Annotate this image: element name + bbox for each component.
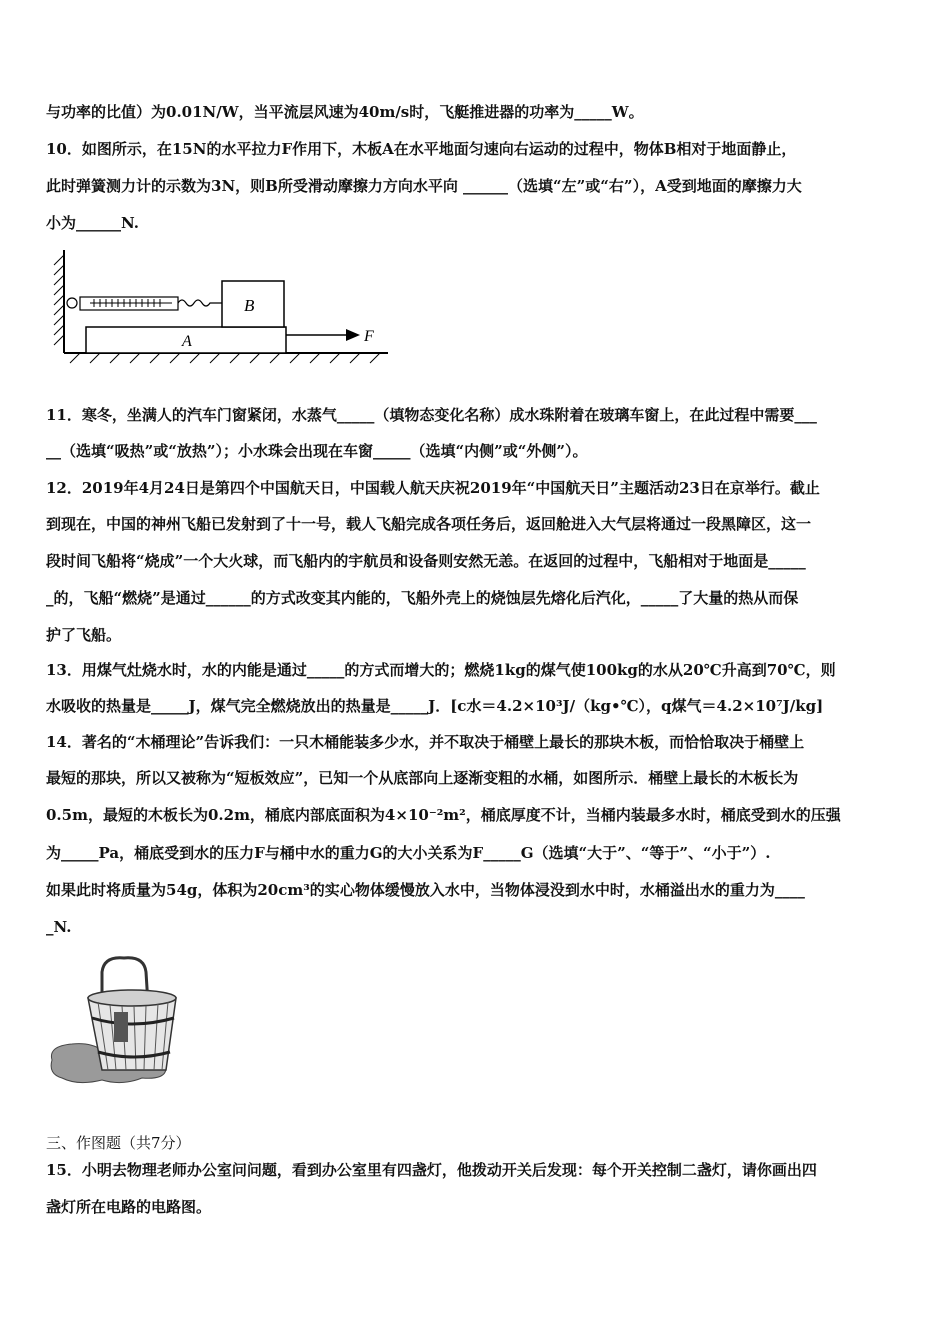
board-a-label: A — [182, 333, 192, 350]
question-13-line-1: 13．用煤气灶烧水时，水的内能是通过_____的方式而增大的；燃烧1kg的煤气使100kg的水从20℃升高到70℃，则 — [46, 661, 836, 679]
spring-scale-figure — [50, 245, 395, 370]
bucket-figure — [44, 952, 184, 1092]
question-12-line-2: 到现在，中国的神州飞船已发射到了十一号，载人飞船完成各项任务后，返回舱进入大气层将通过一段黑障区，这一 — [46, 515, 812, 533]
question-14-line-5: 如果此时将质量为54g，体积为20cm³的实心物体缓慢放入水中，当物体浸没到水中时，水桶溢出水的重力为____ — [46, 881, 805, 899]
question-14-line-6: _N. — [46, 918, 72, 936]
question-12-line-1: 12．2019年4月24日是第四个中国航天日，中国载人航天庆祝2019年“中国航天日”主题活动23日在京举行。截止 — [46, 479, 820, 497]
question-12-line-3: 段时间飞船将“烧成”一个大火球，而飞船内的宇航员和设备则安然无恙。在返回的过程中，飞船相对于地面是_____ — [46, 552, 806, 570]
force-label: F — [364, 328, 374, 345]
question-14-line-3: 0.5m，最短的木板长为0.2m，桶底内部底面积为4×10⁻²m²，桶底厚度不计，当桶内装最多水时，桶底受到水的压强 — [46, 806, 841, 824]
question-10-line-1: 10．如图所示，在15N的水平拉力F作用下，木板A在水平地面匀速向右运动的过程中，物体B相对于地面静止， — [46, 140, 797, 158]
question-11-line-2: __（选填“吸热”或“放热”）；小水珠会出现在车窗_____（选填“内侧”或“外侧”）。 — [46, 442, 588, 460]
question-14-line-4: 为_____Pa，桶底受到水的压力F与桶中水的重力G的大小关系为F_____G（选填“大于”、“等于”、“小于”）. — [46, 844, 771, 862]
question-11-line-1: 11．寒冬，坐满人的汽车门窗紧闭，水蒸气_____（填物态变化名称）成水珠附着在玻璃车窗上，在此过程中需要___ — [46, 406, 817, 424]
question-14-line-2: 最短的那块，所以又被称为“短板效应”，已知一个从底部向上逐渐变粗的水桶，如图所示．桶壁上最长的木板长为 — [46, 769, 799, 787]
block-b-label: B — [244, 296, 255, 315]
question-15-line-1: 15．小明去物理老师办公室问问题，看到办公室里有四盏灯，他拨动开关后发现：每个开关控制二盏灯，请你画出四 — [46, 1161, 817, 1179]
question-14-line-1: 14．著名的“木桶理论”告诉我们：一只木桶能装多少水，并不取决于桶壁上最长的那块木板，而恰恰取决于桶壁上 — [46, 733, 805, 751]
section-heading: 三、作图题（共7分） — [46, 1134, 191, 1152]
question-12-line-4: _的，飞船“燃烧”是通过______的方式改变其内能的，飞船外壳上的烧蚀层先熔化后汽化，_____了大量的热从而保 — [46, 589, 799, 607]
question-10-line-3: 小为______N. — [46, 214, 139, 232]
question-10-line-2: 此时弹簧测力计的示数为3N，则B所受滑动摩擦力方向水平向 ______（选填“左”或“右”），A受到地面的摩擦力大 — [46, 177, 802, 195]
question-15-line-2: 盏灯所在电路的电路图。 — [46, 1198, 212, 1216]
force-arrow — [346, 329, 360, 341]
question-13-line-2: 水吸收的热量是_____J，煤气完全燃烧放出的热量是_____J．[c水＝4.2×10³J/（kg•℃），q煤气＝4.2×10⁷J/kg] — [46, 697, 824, 715]
question-12-line-5: 护了飞船。 — [46, 626, 122, 644]
text-line: 与功率的比值）为0.01N/W，当平流层风速为40m/s时，飞艇推进器的功率为_____W。 — [46, 103, 644, 121]
